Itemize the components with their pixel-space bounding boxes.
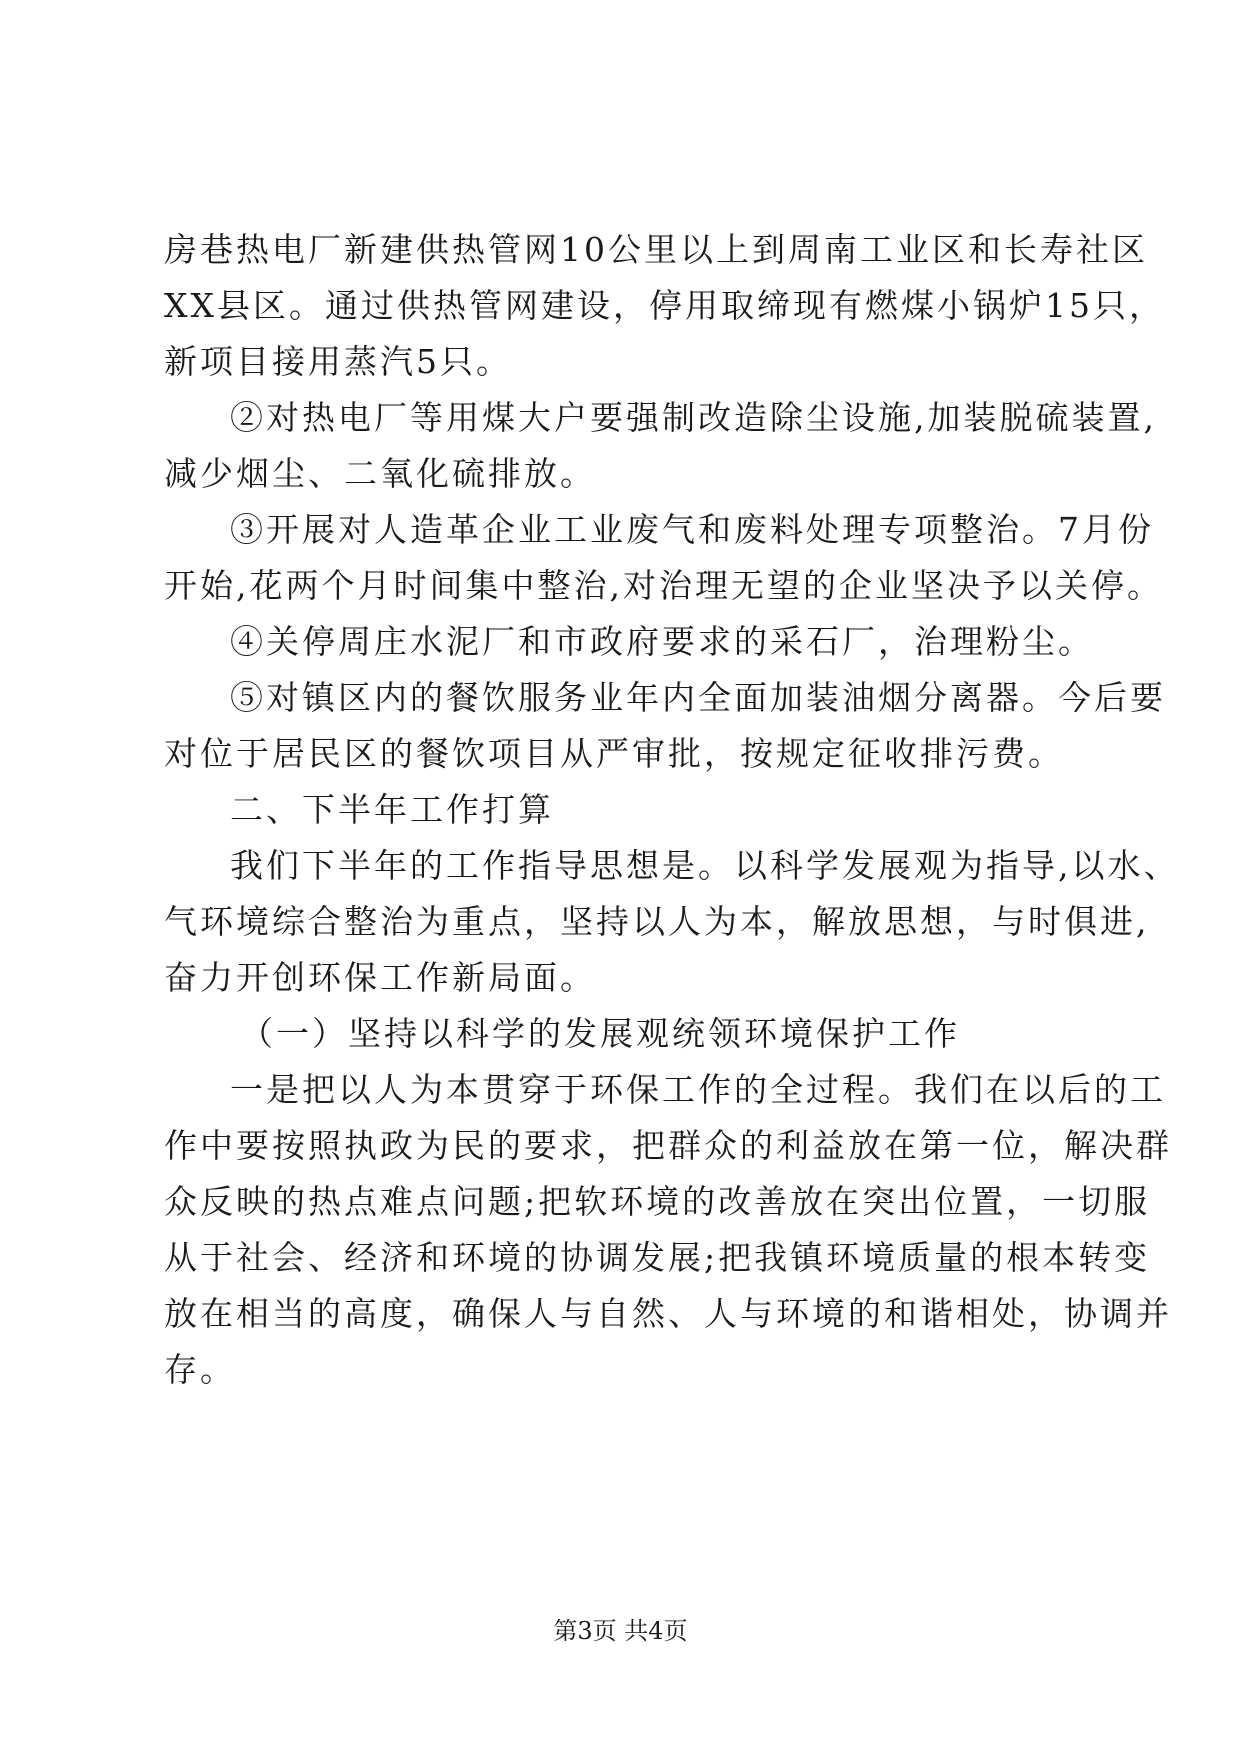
text-line: 房巷热电厂新建供热管网10公里以上到周南工业区和长寿社区 <box>164 230 1148 269</box>
text-line: ④关停周庄水泥厂和市政府要求的采石厂，治理粉尘。 <box>230 622 1094 661</box>
subsection-heading: （一）坚持以科学的发展观统领环境保护工作 <box>240 1014 960 1053</box>
text-line: XX县区。通过供热管网建设，停用取缔现有燃煤小锅炉15只， <box>164 286 1165 325</box>
text-line: 众反映的热点难点问题;把软环境的改善放在突出位置，一切服 <box>164 1182 1151 1221</box>
text-line: 从于社会、经济和环境的协调发展;把我镇环境质量的根本转变 <box>164 1238 1151 1277</box>
page-footer: 第3页 共4页 <box>553 1617 688 1645</box>
text-line: ③开展对人造革企业工业废气和废料处理专项整治。7月份 <box>230 510 1154 549</box>
text-line: 新项目接用蒸汽5只。 <box>164 342 512 381</box>
text-line: 气环境综合整治为重点，坚持以人为本，解放思想，与时俱进, <box>164 902 1150 941</box>
text-line: 对位于居民区的餐饮项目从严审批，按规定征收排污费。 <box>164 734 1064 773</box>
text-line: 开始,花两个月时间集中整治,对治理无望的企业坚决予以关停。 <box>164 566 1163 605</box>
text-line: 减少烟尘、二氧化硫排放。 <box>164 454 596 493</box>
text-line: 存。 <box>164 1350 236 1389</box>
text-line: 放在相当的高度，确保人与自然、人与环境的和谐相处，协调并 <box>164 1294 1172 1333</box>
text-line: 作中要按照执政为民的要求，把群众的利益放在第一位，解决群 <box>164 1126 1172 1165</box>
text-line: 一是把以人为本贯穿于环保工作的全过程。我们在以后的工 <box>230 1070 1166 1109</box>
text-line: 奋力开创环保工作新局面。 <box>164 958 596 997</box>
text-line: ②对热电厂等用煤大户要强制改造除尘设施,加装脱硫装置, <box>230 398 1157 437</box>
section-heading: 二、下半年工作打算 <box>230 790 554 829</box>
text-line: ⑤对镇区内的餐饮服务业年内全面加装油烟分离器。今后要 <box>230 678 1166 717</box>
text-line: 我们下半年的工作指导思想是。以科学发展观为指导,以水、 <box>230 846 1180 885</box>
